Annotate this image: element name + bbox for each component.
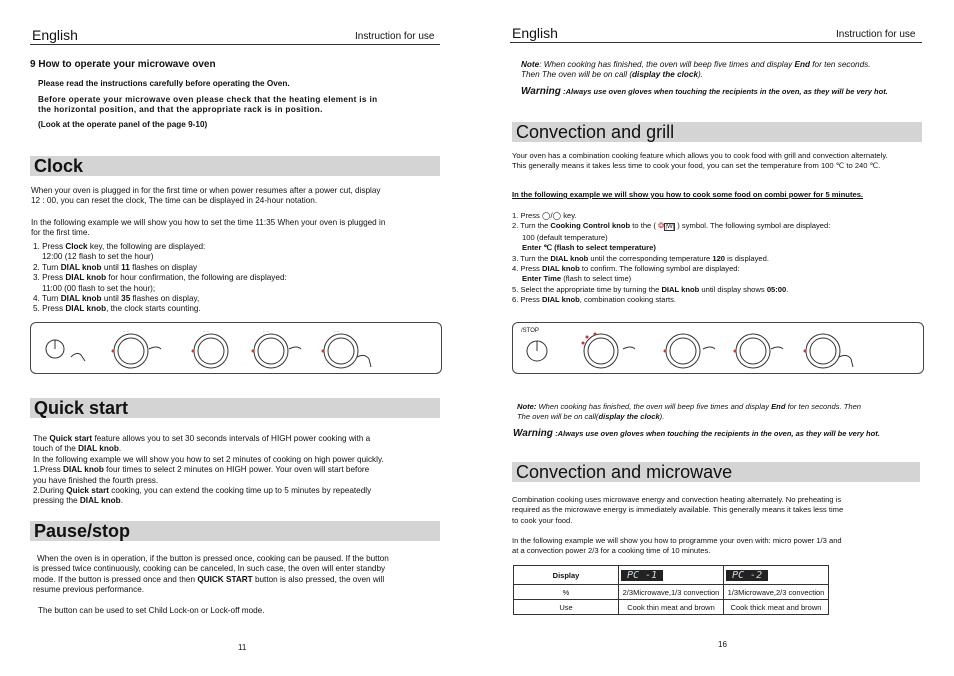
language-label: English (512, 25, 558, 41)
clock-step: 5. Press DIAL knob, the clock starts counting. (33, 304, 201, 314)
note-1-line: Then The oven will be on call (display the clock). (521, 70, 704, 80)
note-2-line: Note: When cooking has finished, the oven will beep five times and display End for ten seconds. Then (517, 402, 862, 411)
table-cell: Use (514, 600, 619, 615)
convection-grill-steps (512, 211, 830, 306)
svg-text:·· ··: ·· ·· (203, 329, 210, 334)
cg-step-text: key. (563, 211, 577, 220)
pause-stop-section-bar (30, 521, 440, 541)
convection-microwave-example (512, 536, 842, 557)
table-cell: Display (514, 566, 619, 585)
cg-step: 4. Press DIAL knob to confirm. The following symbol are displayed: (512, 264, 740, 274)
table-cell (619, 566, 724, 585)
cg-step: 2. Turn the Cooking Control knob to the ( ❂|W| ) symbol. The following symbol are displayed: (512, 221, 831, 231)
cm-example-line: at a convection power 2/3 for a cooking time of 10 minutes. (512, 546, 711, 556)
cg-step: 100 (default temperature) (522, 232, 608, 242)
table-cell: % (514, 585, 619, 600)
table-row (514, 600, 829, 615)
pause-stop-title: Pause/stop (34, 521, 131, 541)
intro-line-4: (Look at the operate panel of the page 9-10) (38, 120, 208, 129)
clock-step: 12:00 (12 flash to set the hour) (42, 252, 154, 262)
convection-microwave-title: Convection and microwave (516, 462, 733, 482)
knob-illustration-icon (31, 323, 441, 373)
convection-grill-diagram (512, 322, 924, 374)
pause-line: is pressed twice continuously, cooking can be canceled, In such case, the oven will enter standby (33, 564, 386, 574)
convection-grill-intro (512, 151, 888, 172)
convection-grill-example: In the following example we will show you how to cook some food on combi power for 5 minutes. (512, 190, 864, 199)
table-cell: 2/3Microwave,1/3 convection (619, 585, 724, 600)
clock-paragraph-1 (31, 186, 381, 207)
table-cell: 1/3Microwave,2/3 convection (724, 585, 829, 600)
table-cell (724, 566, 829, 585)
quick-start-title: Quick start (34, 398, 129, 418)
clock-steps (33, 242, 287, 315)
page-number: 11 (238, 643, 247, 652)
cm-intro-line: required as the microwave energy is immediately available. This generally means it takes less time (512, 505, 844, 515)
quick-start-line: In the following example we will show you how to set 2 minutes of cooking on high power quickly. (33, 454, 384, 464)
quick-start-text (33, 434, 384, 507)
convection-microwave-intro (512, 495, 843, 526)
clock-p1-line: 12 : 00, you can reset the clock, The time can be displayed in 24-hour notation. (31, 196, 318, 206)
warning-label: Warning (513, 428, 553, 439)
svg-text:·· ··: ·· ·· (263, 329, 270, 334)
instruction-label: Instruction for use (355, 31, 435, 42)
convection-grill-title: Convection and grill (516, 122, 675, 142)
pause-line: When the oven is in operation, if the button is pressed once, cooking can be paused. If the button (37, 554, 389, 563)
header-rule (30, 44, 440, 45)
cg-step: Enter ℃ (flash to select temperature) (522, 243, 656, 253)
quick-start-line: 2.During Quick start cooking, you can extend the cooking time up to 5 minutes by repeatedly (33, 486, 372, 496)
cm-intro-line: Combination cooking uses microwave energy and convection heating alternately. No preheating is (512, 495, 842, 504)
page-number: 16 (718, 640, 727, 649)
pause-line: resume previous performance. (33, 585, 145, 595)
intro-line-3: the horizontal position, and that the appropriate rack is in position. (38, 105, 323, 114)
clock-step: 1. Press Clock key, the following are displayed: (33, 242, 206, 251)
clock-step: 2. Turn DIAL knob until 11 flashes on display (33, 262, 198, 272)
note-1 (521, 60, 871, 81)
pause-child-lock: The button can be used to set Child Lock-on or Lock-off mode. (38, 606, 265, 615)
lcd-display: PC -2 (726, 570, 768, 581)
clock-step: 11:00 (00 flash to set the hour); (42, 283, 156, 293)
clock-title: Clock (34, 156, 84, 176)
convection-microwave-section-bar (512, 462, 920, 482)
svg-text:·· ··: ·· ·· (333, 329, 340, 334)
cg-step: 6. Press DIAL knob, combination cooking starts. (512, 295, 677, 305)
note-2-line: The oven will be on call(display the clock). (517, 412, 665, 422)
lcd-display: PC -1 (621, 570, 663, 581)
section-heading: 9 How to operate your microwave oven (30, 59, 216, 70)
note-2 (517, 402, 861, 423)
quick-start-section-bar (30, 398, 440, 418)
quick-start-line: you have finished the fourth press. (33, 475, 159, 485)
table-row (514, 585, 829, 600)
language-label: English (32, 27, 78, 43)
cg-step (512, 211, 830, 221)
pause-stop-text (33, 554, 389, 596)
display-table (513, 565, 829, 615)
clock-stop-icon: ◯/◯ (541, 211, 562, 220)
clock-step: 4. Turn DIAL knob until 35 flashes on display, (33, 294, 200, 304)
cg-step: Enter Time (flash to select time) (522, 274, 632, 284)
table-cell: Cook thin meat and brown (619, 600, 724, 615)
quick-start-line: pressing the DIAL knob. (33, 496, 123, 506)
svg-text:·· ··: ·· ·· (123, 329, 130, 334)
cm-example-line: In the following example we will show you how to programme your oven with: micro power 1/3 and (512, 536, 842, 545)
stop-label: /STOP (521, 328, 539, 334)
warning-2 (513, 429, 880, 439)
knob-illustration-icon (513, 323, 923, 373)
pause-line: mode. If the button is pressed once and then QUICK START button is also pressed, the oven will (33, 574, 385, 584)
warning-text: :Always use oven gloves when touching the recipients in the oven, as they will be very hot. (555, 429, 880, 438)
cm-intro-line: to cook your food. (512, 515, 573, 525)
table-row (514, 566, 829, 585)
intro-line-1: Please read the instructions carefully before operating the Oven. (38, 79, 290, 88)
cg-step: 5. Select the appropriate time by turning the DIAL knob until display shows 05:00. (512, 284, 789, 294)
combi-symbol-icon: ❂ (658, 221, 665, 231)
warning-text: :Always use oven gloves when touching the recipients in the oven, as they will be very hot. (563, 87, 888, 96)
intro-line-2: Before operate your microwave oven please check that the heating element is in (38, 95, 378, 104)
cg-step: 3. Turn the DIAL knob until the corresponding temperature 120 is displayed. (512, 253, 769, 263)
cg-step-text: 1. Press (512, 211, 540, 220)
clock-p1-line: When your oven is plugged in for the first time or when power resumes after a power cut, display (31, 186, 381, 195)
warning-1 (521, 87, 888, 97)
right-page (477, 0, 954, 676)
cg-intro-line: Your oven has a combination cooking feature which allows you to cook food with grill and convection alternately. (512, 151, 888, 160)
header-rule (510, 42, 922, 43)
instruction-label: Instruction for use (836, 29, 916, 40)
table-cell: Cook thick meat and brown (724, 600, 829, 615)
clock-p2-line: for the first time. (31, 228, 90, 238)
quick-start-line: The Quick start feature allows you to set 30 seconds intervals of HIGH power cooking with a (33, 434, 371, 443)
clock-section-bar (30, 156, 440, 176)
note-1-line: Note: When cooking has finished, the oven will beep five times and display End for ten seconds. (521, 60, 871, 69)
quick-start-line: touch of the DIAL knob. (33, 444, 122, 454)
convection-grill-section-bar (512, 122, 922, 142)
cg-intro-line: This generally means it takes less time to cook your food, you can set the temperature from 100 ℃ to 240 ℃. (512, 161, 881, 171)
clock-paragraph-2 (31, 218, 385, 239)
quick-start-line: 1.Press DIAL knob four times to select 2 minutes on HIGH power. Your oven will start before (33, 465, 370, 475)
clock-p2-line: In the following example we will show you how to set the time 11:35 When your oven is plugged in (31, 218, 386, 227)
warning-label: Warning (521, 86, 561, 97)
clock-knob-diagram (30, 322, 442, 374)
clock-step: 3. Press DIAL knob for hour confirmation, the following are displayed: (33, 273, 287, 283)
